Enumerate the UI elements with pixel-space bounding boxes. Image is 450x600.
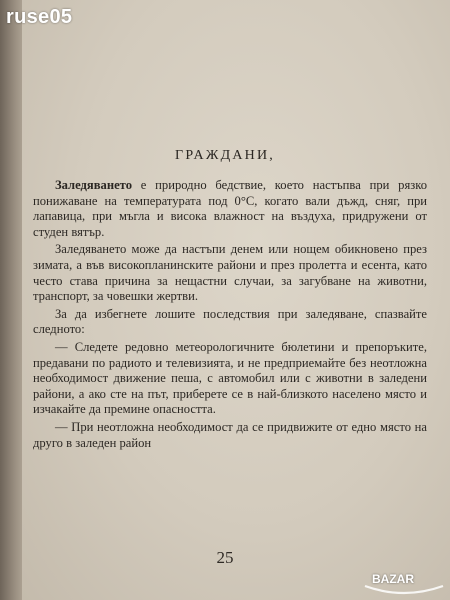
paragraph-5 (33, 420, 427, 451)
paragraph-lead: Заледяването (55, 178, 132, 192)
paragraph-text: е природно бедствие, което настъпва при рязко понижаване на температурата под 0°С, когато вали дъжд, сняг, при лапавица, при мъгла и висока влажност на въздуха, придружени от студен вятър. (33, 178, 427, 239)
seller-watermark: ruse05 (6, 6, 73, 28)
paragraph-4 (33, 340, 427, 418)
paragraph-1 (33, 178, 427, 240)
page-number: 25 (216, 548, 234, 567)
paragraph-text: Заледяването може да настъпи денем или нощем обикновено през зимата, а във високопланинските райони и през пролетта и есента, като често става причина за нещастни случаи, за загубване на животни, транспорт, за човешки жертви. (33, 242, 427, 304)
paragraph-text: — При неотложна необходимост да се придвижите от едно място на друго в заледен район (33, 419, 427, 450)
page-heading: ГРАЖДАНИ, (175, 148, 275, 163)
paragraph-text: — Следете редовно метеорологичните бюлетини и препоръките, предавани по радиото и телевизията, и не предприемайте без неотложна необходимост движение пеша, с автомобил или с животни в заледени райони, а ако сте на път, приберете се в най-близкото населено място и изчакайте да премине опасността. (33, 339, 427, 417)
paragraph-3 (33, 307, 427, 338)
paragraph-text: За да избегнете лошите последствия при заледяване, спазвайте следното: (33, 306, 427, 337)
paragraph-2 (33, 242, 427, 304)
body-text (33, 178, 427, 453)
bazar-logo-text: BAZAR (372, 572, 414, 586)
